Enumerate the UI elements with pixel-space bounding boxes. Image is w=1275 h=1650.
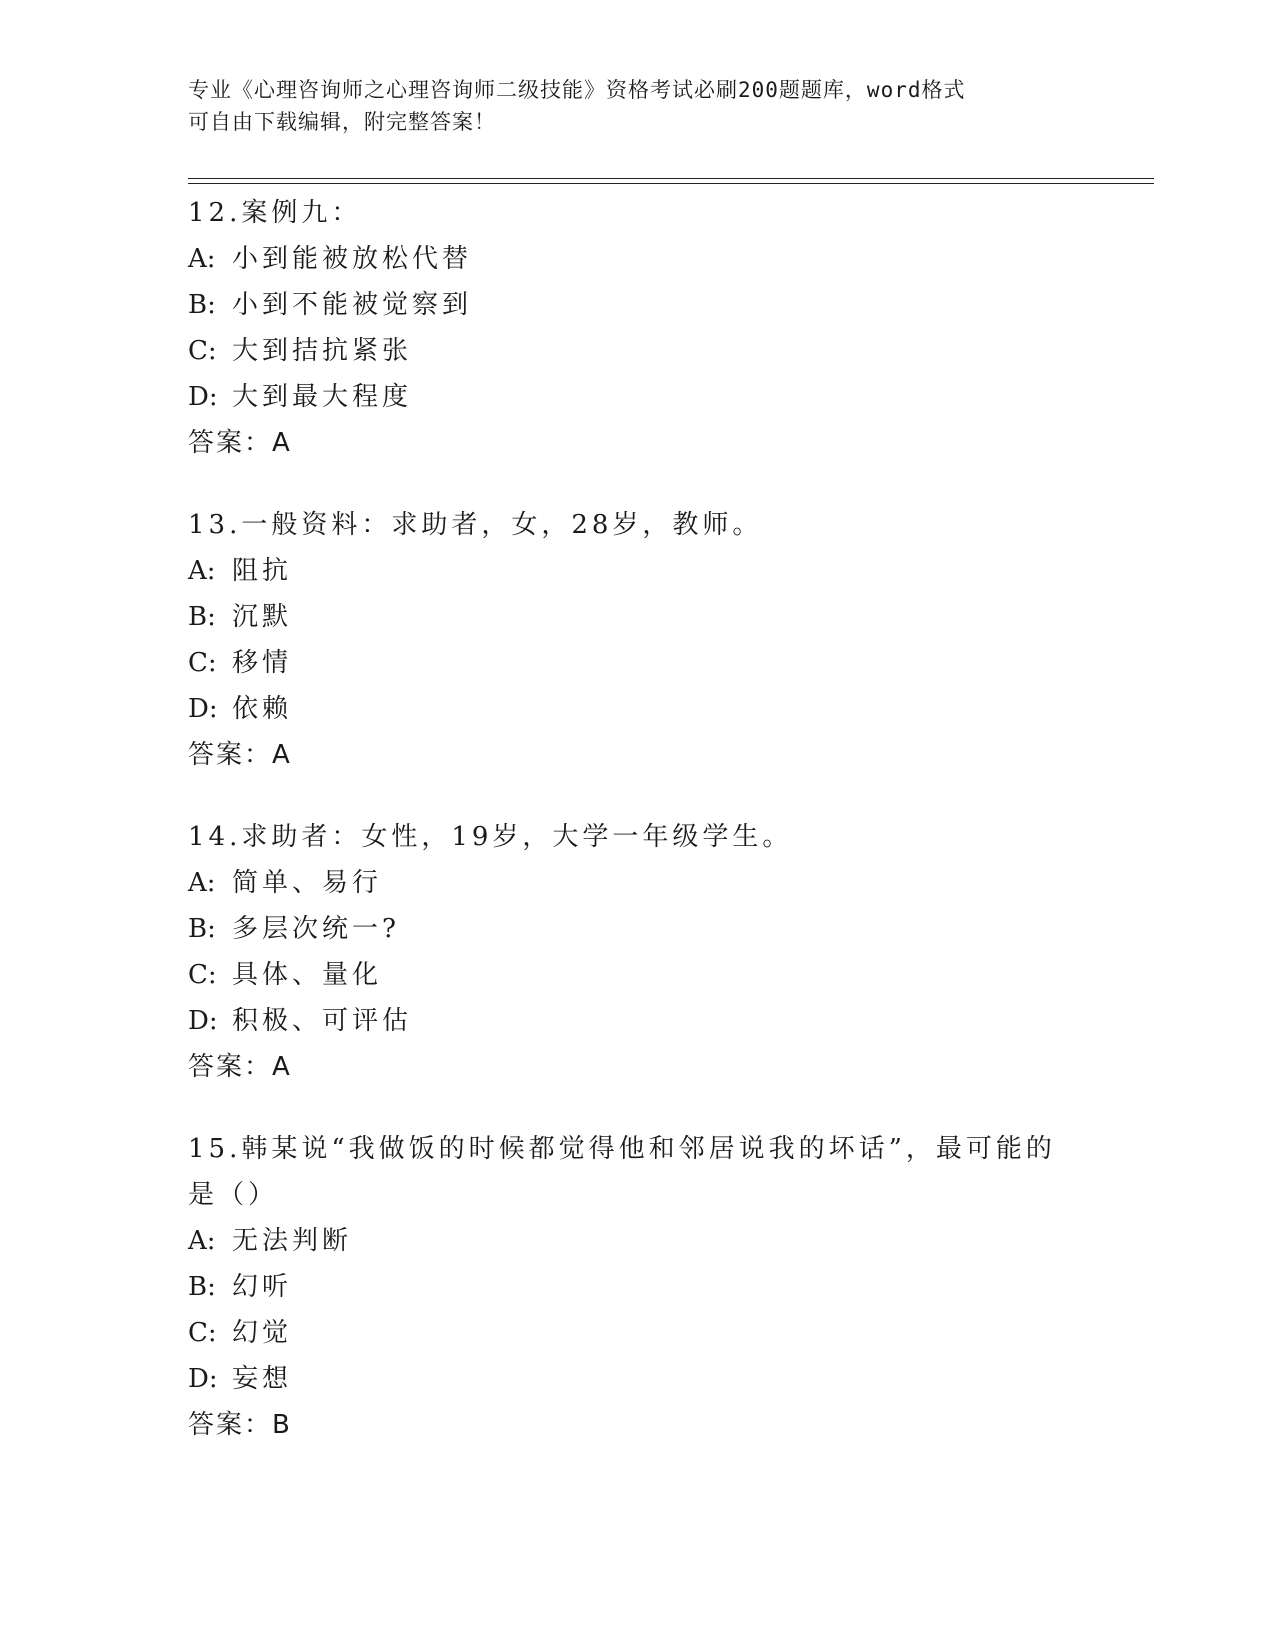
option-a [188, 548, 1148, 594]
option-letter: B: [188, 914, 216, 944]
option-a [188, 860, 1148, 906]
option-letter: B: [188, 290, 216, 320]
option-text: 无法判断 [232, 1226, 353, 1256]
question-13 [188, 502, 1148, 778]
question-list [188, 190, 1148, 1484]
option-b [188, 1264, 1148, 1310]
option-letter: C: [188, 336, 217, 366]
option-letter: C: [188, 960, 217, 990]
option-text: 积极、可评估 [232, 1006, 413, 1036]
option-d [188, 1356, 1148, 1402]
option-letter: D: [188, 1006, 218, 1036]
header-line-1: 专业《心理咨询师之心理咨询师二级技能》资格考试必刷200题题库，word格式 [188, 78, 966, 102]
option-text: 小到能被放松代替 [232, 244, 473, 274]
question-stem: 12.案例九： [188, 198, 362, 228]
answer-line: 答案：A [188, 428, 292, 458]
option-d [188, 998, 1148, 1044]
option-text: 小到不能被觉察到 [232, 290, 473, 320]
header-divider-top [188, 178, 1154, 179]
option-text: 简单、易行 [232, 868, 383, 898]
option-letter: B: [188, 1272, 216, 1302]
option-letter: C: [188, 648, 217, 678]
question-stem: 15.韩某说“我做饭的时候都觉得他和邻居说我的坏话”，最可能的是（） [188, 1134, 1056, 1210]
option-letter: B: [188, 602, 216, 632]
option-text: 大到拮抗紧张 [232, 336, 413, 366]
option-c [188, 1310, 1148, 1356]
option-text: 幻听 [232, 1272, 293, 1302]
option-b [188, 282, 1148, 328]
option-letter: A: [188, 1226, 216, 1256]
answer-line: 答案：A [188, 1052, 292, 1082]
option-text: 妄想 [232, 1364, 293, 1394]
question-12 [188, 190, 1148, 466]
option-letter: C: [188, 1318, 217, 1348]
option-text: 幻觉 [232, 1318, 293, 1348]
option-letter: A: [188, 868, 216, 898]
option-text: 具体、量化 [232, 960, 383, 990]
option-letter: D: [188, 694, 218, 724]
option-letter: A: [188, 556, 216, 586]
option-text: 阻抗 [232, 556, 293, 586]
option-letter: A: [188, 244, 216, 274]
header-line-2: 可自由下载编辑，附完整答案！ [188, 110, 496, 134]
option-c [188, 640, 1148, 686]
option-text: 依赖 [232, 694, 293, 724]
answer-line: 答案：A [188, 740, 292, 770]
answer-line: 答案：B [188, 1410, 292, 1440]
option-a [188, 236, 1148, 282]
option-b [188, 906, 1148, 952]
question-15 [188, 1126, 1148, 1448]
question-stem: 13.一般资料：求助者，女，28岁，教师。 [188, 510, 763, 540]
option-a [188, 1218, 1148, 1264]
question-14 [188, 814, 1148, 1090]
option-text: 移情 [232, 648, 293, 678]
option-d [188, 374, 1148, 420]
document-header [188, 74, 1088, 138]
option-letter: D: [188, 1364, 218, 1394]
option-d [188, 686, 1148, 732]
option-b [188, 594, 1148, 640]
option-text: 大到最大程度 [232, 382, 413, 412]
header-divider-bottom [188, 183, 1154, 184]
option-text: 沉默 [232, 602, 293, 632]
option-letter: D: [188, 382, 218, 412]
option-c [188, 328, 1148, 374]
question-stem: 14.求助者：女性，19岁，大学一年级学生。 [188, 822, 793, 852]
option-c [188, 952, 1148, 998]
option-text: 多层次统一? [232, 914, 400, 944]
